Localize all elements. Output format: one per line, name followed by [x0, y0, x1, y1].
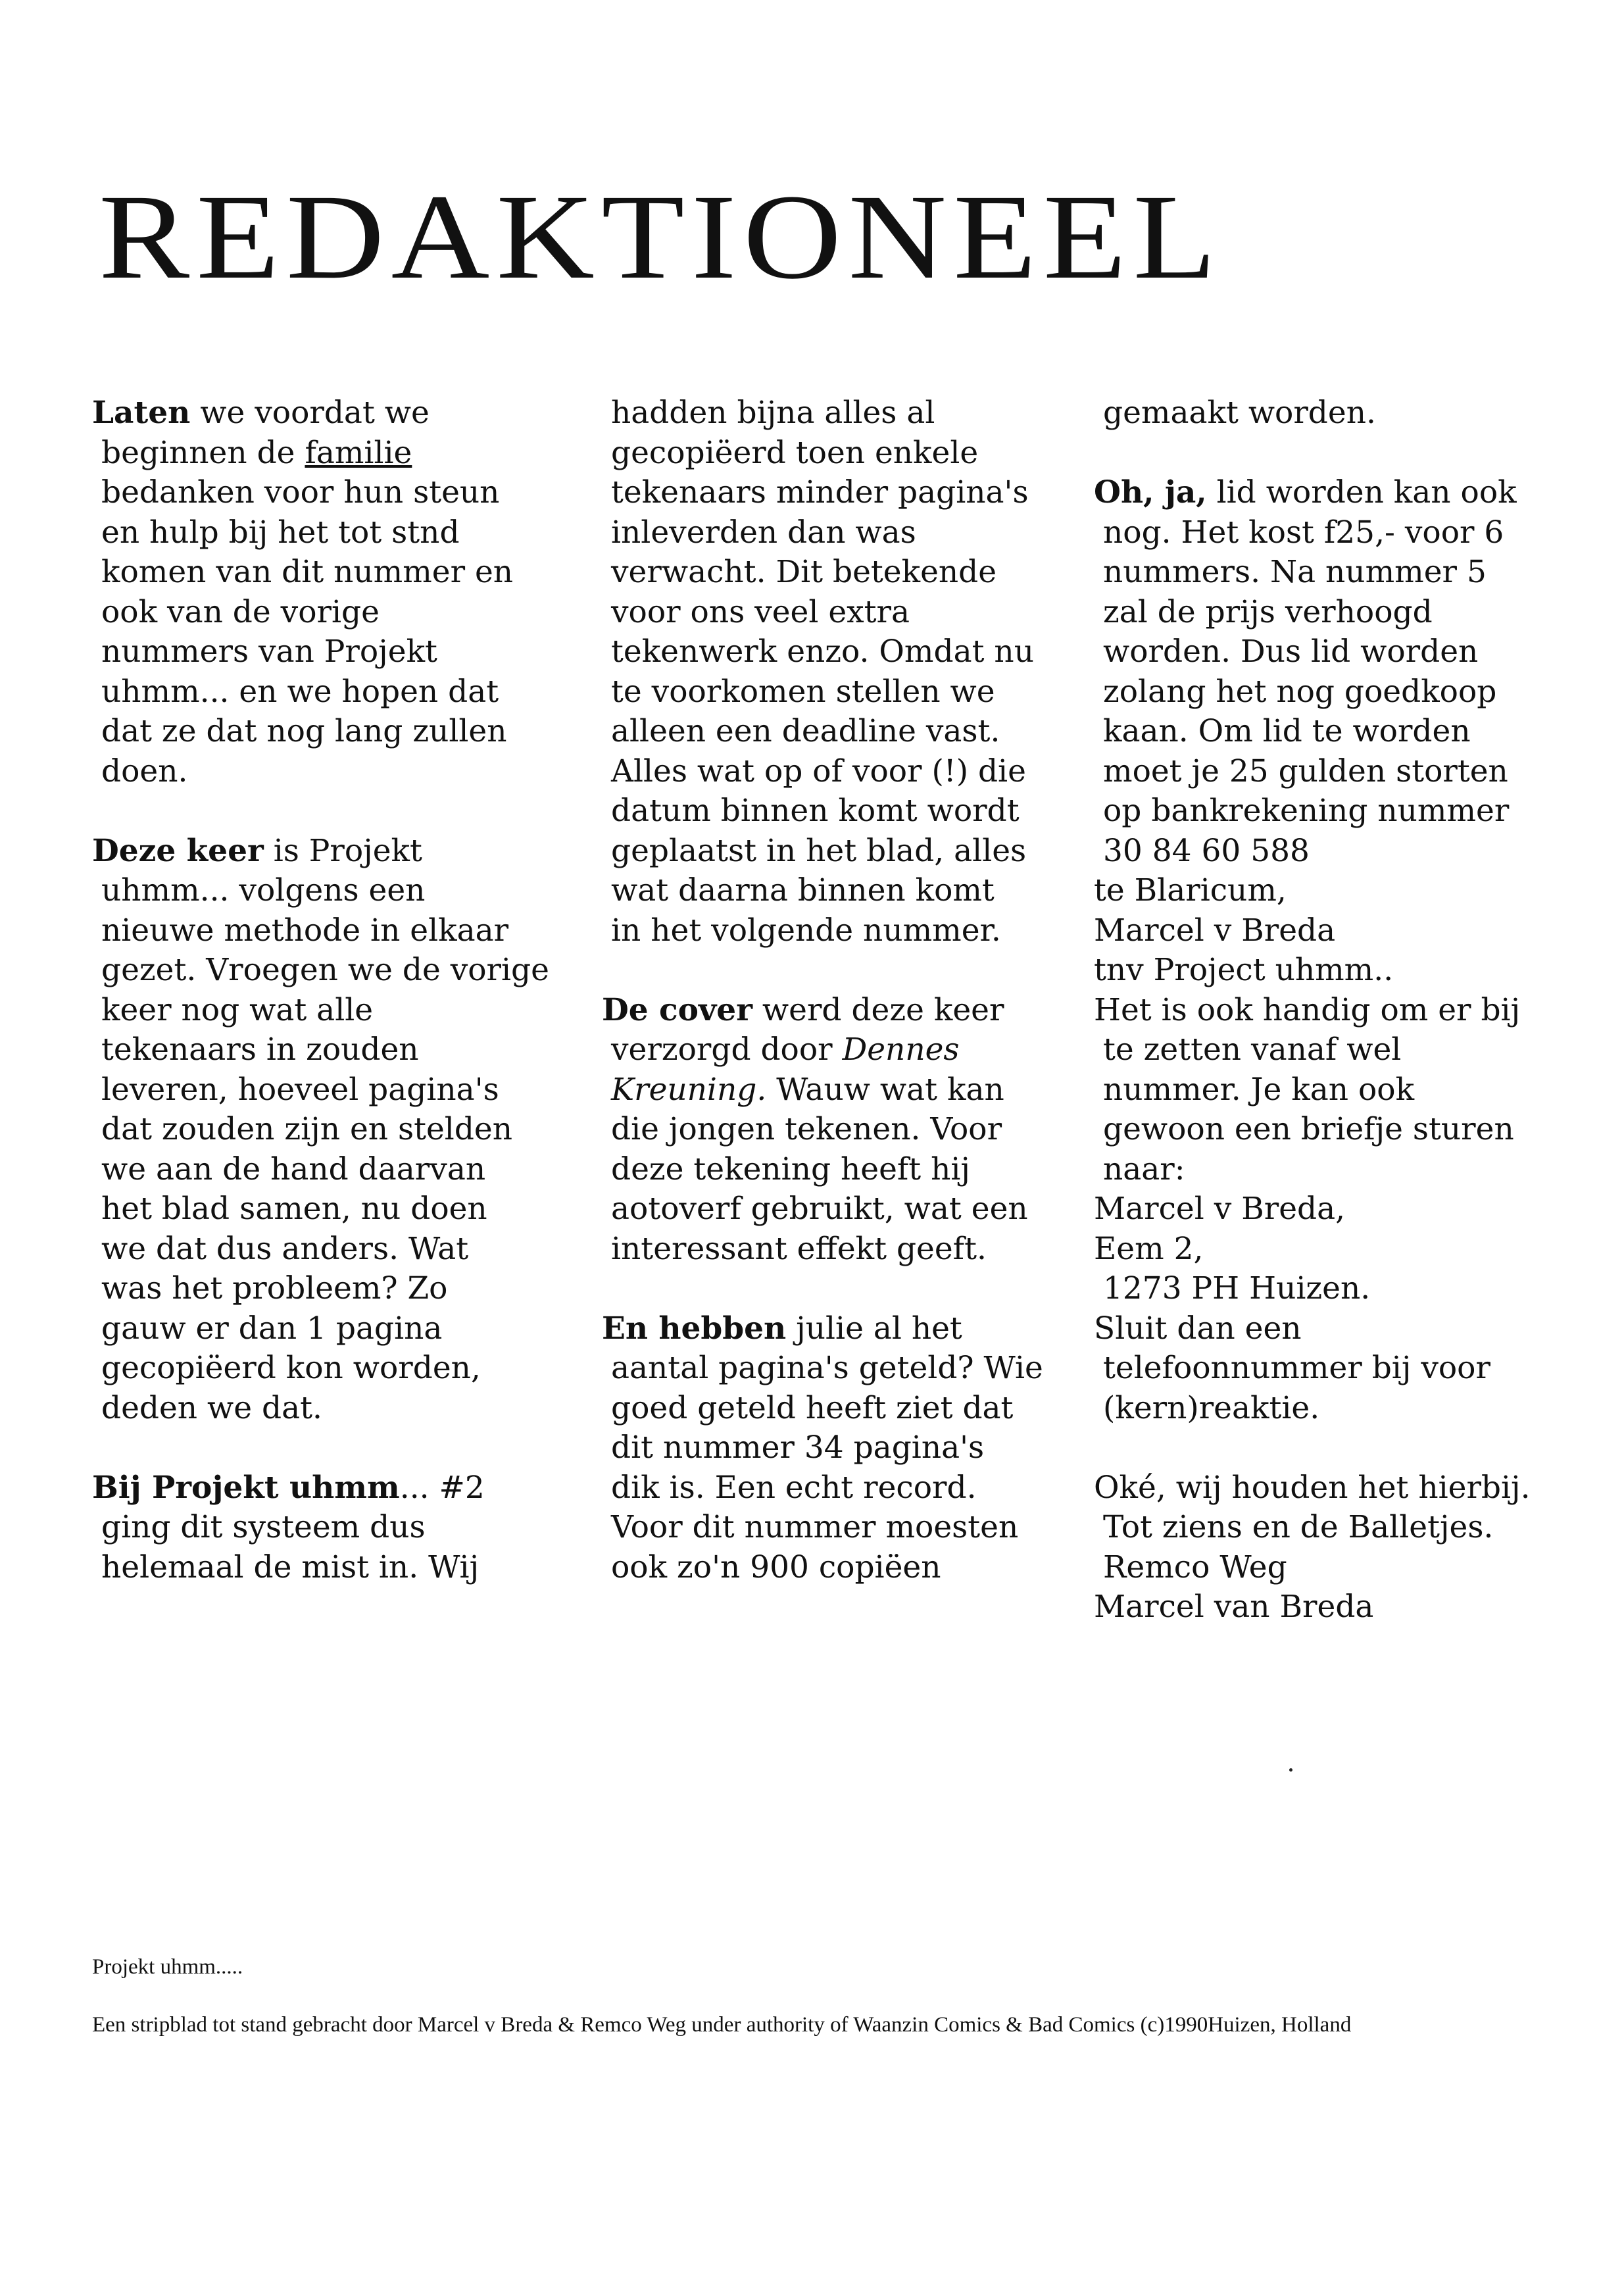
text-line: tnv Project uhmm.. [1094, 952, 1394, 988]
text-line: alleen een deadline vast. [611, 713, 1000, 749]
text-line: beginnen de familie [101, 434, 412, 471]
text-line: voor ons veel extra [611, 593, 910, 630]
text-line: gewoon een briefje sturen [1103, 1111, 1514, 1147]
text-line: Marcel v Breda [1094, 912, 1336, 949]
italic-name: Dennes [842, 1031, 960, 1068]
text-line: keer nog wat alle [101, 991, 374, 1028]
column-3 [1094, 393, 1531, 1628]
text-line: (kern)reaktie. [1103, 1389, 1320, 1426]
page-title: REDAKTIONEEL [99, 170, 1223, 305]
text-line: interessant effekt geeft. [611, 1230, 987, 1267]
text-line: Oh, ja, lid worden kan ook [1094, 474, 1517, 510]
text-line: leveren, hoeveel pagina's [101, 1071, 499, 1108]
text-line: te zetten vanaf wel [1103, 1031, 1402, 1068]
text-line: die jongen tekenen. Voor [611, 1111, 1002, 1147]
text-line: bedanken voor hun steun [101, 474, 500, 510]
column-2 [602, 393, 1043, 1587]
text-line: Het is ook handig om er bij [1094, 991, 1521, 1028]
text-line: 1273 PH Huizen. [1103, 1270, 1371, 1306]
text-line: wat daarna binnen komt [611, 872, 995, 908]
text-line: Marcel van Breda [1094, 1589, 1374, 1625]
text-line: nummers. Na nummer 5 [1103, 554, 1487, 590]
text-line: En hebben julie al het [602, 1310, 962, 1347]
text-line: ook zo'n 900 copiëen [611, 1549, 941, 1585]
text-line: naar: [1103, 1151, 1185, 1187]
paragraph-gap [92, 791, 549, 832]
text-line: telefoonnummer bij voor [1103, 1350, 1490, 1386]
text-line: gauw er dan 1 pagina [101, 1310, 443, 1347]
text-line: Eem 2, [1094, 1230, 1204, 1267]
text-line: gecopiëerd kon worden, [101, 1350, 481, 1386]
text-line: ook van de vorige [101, 593, 380, 630]
text-line: dit nummer 34 pagina's [611, 1429, 985, 1466]
text-line: inleverden dan was [611, 514, 916, 551]
lead-bold: Laten [92, 395, 191, 431]
text-line: en hulp bij het tot stnd [101, 514, 460, 551]
text-line: Tot ziens en de Balletjes. [1103, 1509, 1494, 1545]
text-line: uhmm... en we hopen dat [101, 673, 499, 710]
text-line: gecopiëerd toen enkele [611, 434, 979, 471]
text-line: De cover werd deze keer [602, 991, 1004, 1028]
lead-bold: Bij Projekt uhmm [92, 1469, 400, 1506]
lead-bold: De cover [602, 991, 752, 1028]
text-line: Voor dit nummer moesten [611, 1509, 1019, 1545]
text-line: nummers van Projekt [101, 634, 437, 670]
text-line: Marcel v Breda, [1094, 1191, 1346, 1227]
footer-publication-name: Projekt uhmm..... [92, 1955, 243, 1979]
text-line: Oké, wij houden het hierbij. [1094, 1469, 1531, 1506]
paragraph-gap [1094, 1428, 1531, 1468]
column-1 [92, 393, 549, 1587]
text-line: op bankrekening nummer [1103, 793, 1510, 829]
text-line: te voorkomen stellen we [611, 673, 995, 710]
footer-credits: Een stripblad tot stand gebracht door Marcel v Breda & Remco Weg under authority of Waanzin Comics & Bad Comics (c)1990Huizen, Holland [92, 2013, 1352, 2037]
text-line: nog. Het kost f25,- voor 6 [1103, 514, 1504, 551]
text-line: Laten we voordat we [92, 395, 430, 431]
text-line: ging dit systeem dus [101, 1509, 426, 1545]
text-line: tekenaars minder pagina's [611, 474, 1029, 510]
text-line: Kreuning. Wauw wat kan [611, 1071, 1004, 1108]
text-line: worden. Dus lid worden [1103, 634, 1479, 670]
text-line: Remco Weg [1103, 1549, 1287, 1585]
text-line: nummer. Je kan ook [1103, 1071, 1415, 1108]
text-line: Alles wat op of voor (!) die [611, 753, 1026, 789]
text-line: dat ze dat nog lang zullen [101, 713, 507, 749]
text-line: te Blaricum, [1094, 872, 1287, 908]
lead-bold: Oh, ja, [1094, 474, 1207, 510]
text-line: goed geteld heeft ziet dat [611, 1389, 1014, 1426]
text-line: Deze keer is Projekt [92, 832, 422, 869]
text-line: we dat dus anders. Wat [101, 1230, 469, 1267]
lead-bold: Deze keer [92, 832, 264, 869]
text-line: kaan. Om lid te worden [1103, 713, 1471, 749]
text-line: dat zouden zijn en stelden [101, 1111, 512, 1147]
text-line: gemaakt worden. [1103, 395, 1376, 431]
text-line: uhmm... volgens een [101, 872, 426, 908]
text-line: helemaal de mist in. Wij [101, 1549, 480, 1585]
paragraph-gap [1094, 434, 1531, 474]
text-line: was het probleem? Zo [101, 1270, 448, 1306]
text-line: deze tekening heeft hij [611, 1151, 971, 1187]
text-line: doen. [101, 753, 188, 789]
text-line: 30 84 60 588 [1103, 832, 1310, 869]
text-line: datum binnen komt wordt [611, 793, 1020, 829]
text-line: we aan de hand daarvan [101, 1151, 486, 1187]
text-line: geplaatst in het blad, alles [611, 832, 1027, 869]
paragraph-gap [92, 1428, 549, 1468]
text-line: zal de prijs verhoogd [1103, 593, 1433, 630]
text-line: aotoverf gebruikt, wat een [611, 1191, 1028, 1227]
text-line: verwacht. Dit betekende [611, 554, 997, 590]
text-line: zolang het nog goedkoop [1103, 673, 1497, 710]
ink-speck [1289, 1768, 1292, 1772]
text-line: het blad samen, nu doen [101, 1191, 487, 1227]
text-line: tekenwerk enzo. Omdat nu [611, 634, 1034, 670]
text-line: verzorgd door Dennes [611, 1031, 960, 1068]
lead-bold: En hebben [602, 1310, 787, 1347]
text-line: Sluit dan een [1094, 1310, 1302, 1347]
text-line: in het volgende nummer. [611, 912, 1001, 949]
text-line: aantal pagina's geteld? Wie [611, 1350, 1043, 1386]
text-line: gezet. Vroegen we de vorige [101, 952, 549, 988]
text-line: Bij Projekt uhmm... #2 [92, 1469, 485, 1506]
paragraph-gap [602, 1269, 1043, 1309]
text-line: nieuwe methode in elkaar [101, 912, 509, 949]
text-line: komen van dit nummer en [101, 554, 514, 590]
text-line: deden we dat. [101, 1389, 322, 1426]
text-line: moet je 25 gulden storten [1103, 753, 1508, 789]
text-line: tekenaars in zouden [101, 1031, 419, 1068]
paragraph-gap [602, 951, 1043, 991]
text-line: dik is. Een echt record. [611, 1469, 977, 1506]
text-line: hadden bijna alles al [611, 395, 935, 431]
italic-name: Kreuning. [611, 1071, 767, 1108]
underlined-word: familie [305, 434, 412, 471]
